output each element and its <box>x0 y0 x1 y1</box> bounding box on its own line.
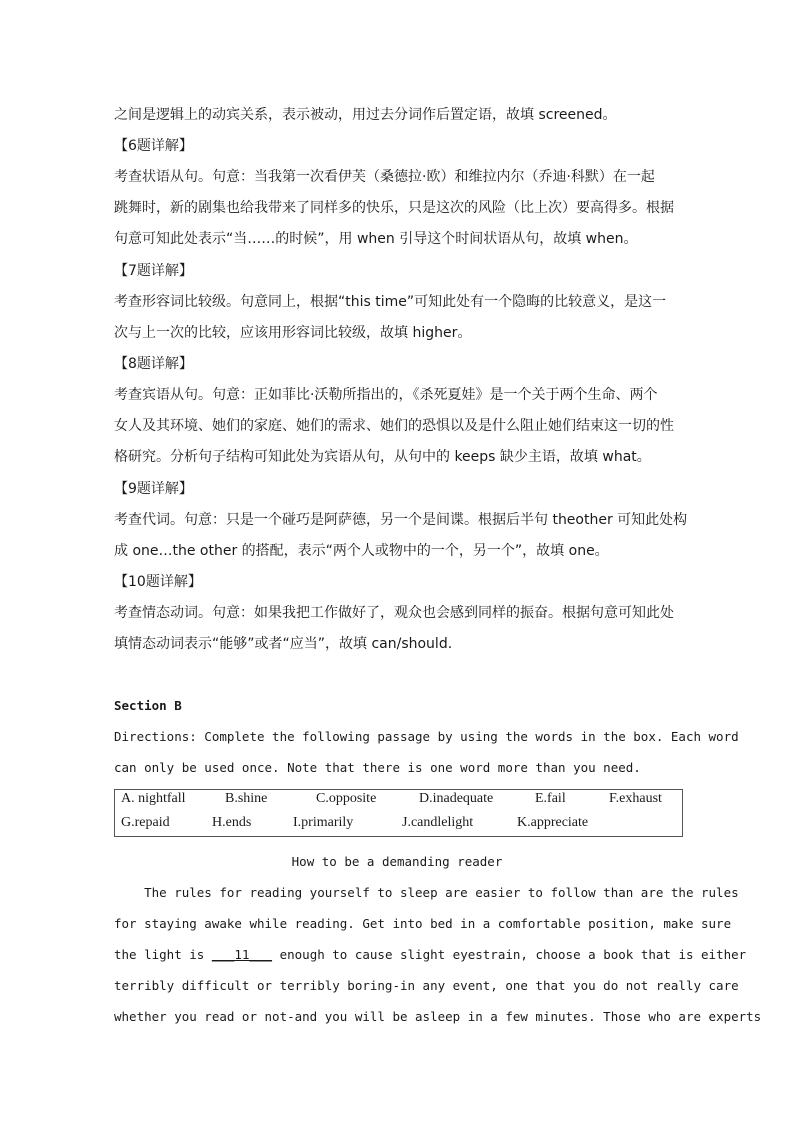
q8-line-1: 考查宾语从句。句意：正如菲比·沃勒所指出的，《杀死夏娃》是一个关于两个生命、两个 <box>114 387 658 403</box>
q6-line-3: 句意可知此处表示“当……的时候”，用 when 引导这个时间状语从句，故填 when。 <box>114 231 638 247</box>
q8-line-2: 女人及其环境、她们的家庭、她们的需求、她们的恐惧以及是什么阻止她们结束这一切的性 <box>114 418 674 434</box>
word-option: F.exhaust <box>609 791 662 806</box>
q8-heading: 【8题详解】 <box>114 356 193 372</box>
q9-line-2: 成 one…the other 的搭配，表示“两个人或物中的一个，另一个”，故填 one。 <box>114 543 609 559</box>
passage-title: How to be a demanding reader <box>291 854 503 869</box>
passage-line-1: The rules for reading yourself to sleep are easier to follow than are the rules <box>114 885 739 900</box>
word-option: A. nightfall <box>121 791 186 806</box>
passage-text: the light is <box>114 947 212 962</box>
passage-line-5: whether you read or not-and you will be asleep in a few minutes. Those who are experts <box>114 1009 762 1024</box>
word-option: D.inadequate <box>419 791 494 806</box>
word-option: H.ends <box>212 815 252 830</box>
word-option: J.candlelight <box>402 815 474 830</box>
directions-line-1: Directions: Complete the following passage by using the words in the box. Each word <box>114 729 739 744</box>
q6-line-2: 跳舞时，新的剧集也给我带来了同样多的快乐，只是这次的风险（比上次）要高得多。根据 <box>114 200 674 216</box>
q7-line-1: 考查形容词比较级。句意同上，根据“this time”可知此处有一个隐晦的比较意义，是这一 <box>114 294 667 310</box>
word-option: I.primarily <box>293 815 354 830</box>
q10-line-1: 考查情态动词。句意：如果我把工作做好了，观众也会感到同样的振奋。根据句意可知此处 <box>114 605 674 621</box>
q9-heading: 【9题详解】 <box>114 481 193 497</box>
word-option: K.appreciate <box>517 815 589 830</box>
q9-line-1: 考查代词。句意：只是一个碰巧是阿萨德，另一个是间谍。根据后半句 theother 可知此处构 <box>114 512 688 528</box>
blank-11: ___11___ <box>211 947 273 962</box>
passage-line-3 <box>114 947 746 962</box>
directions-line-2: can only be used once. Note that there is one word more than you need. <box>114 760 641 775</box>
passage-line-4: terribly difficult or terribly boring-in any event, one that you do not really care <box>114 978 739 993</box>
passage-line-2: for staying awake while reading. Get into bed in a comfortable position, make sure <box>114 916 732 931</box>
word-option: C.opposite <box>316 791 377 806</box>
word-option: G.repaid <box>121 815 170 830</box>
q10-line-2: 填情态动词表示“能够”或者“应当”，故填 can/should. <box>114 636 453 652</box>
word-box <box>114 789 683 837</box>
q8-line-3: 格研究。分析句子结构可知此处为宾语从句，从句中的 keeps 缺少主语，故填 what。 <box>114 449 651 465</box>
q10-heading: 【10题详解】 <box>114 574 202 590</box>
explanation-line: 之间是逻辑上的动宾关系，表示被动，用过去分词作后置定语，故填 screened。 <box>114 107 617 123</box>
q6-heading: 【6题详解】 <box>114 138 193 154</box>
q7-line-2: 次与上一次的比较，应该用形容词比较级，故填 higher。 <box>114 325 472 341</box>
word-option: E.fail <box>535 791 566 806</box>
passage-text: enough to cause slight eyestrain, choose a book that is either <box>272 947 747 962</box>
q6-line-1: 考查状语从句。句意：当我第一次看伊芙（桑德拉·欧）和维拉内尔（乔迪·科默）在一起 <box>114 169 655 185</box>
word-option: B.shine <box>225 791 268 806</box>
q7-heading: 【7题详解】 <box>114 263 193 279</box>
section-b-title: Section B <box>114 698 182 713</box>
